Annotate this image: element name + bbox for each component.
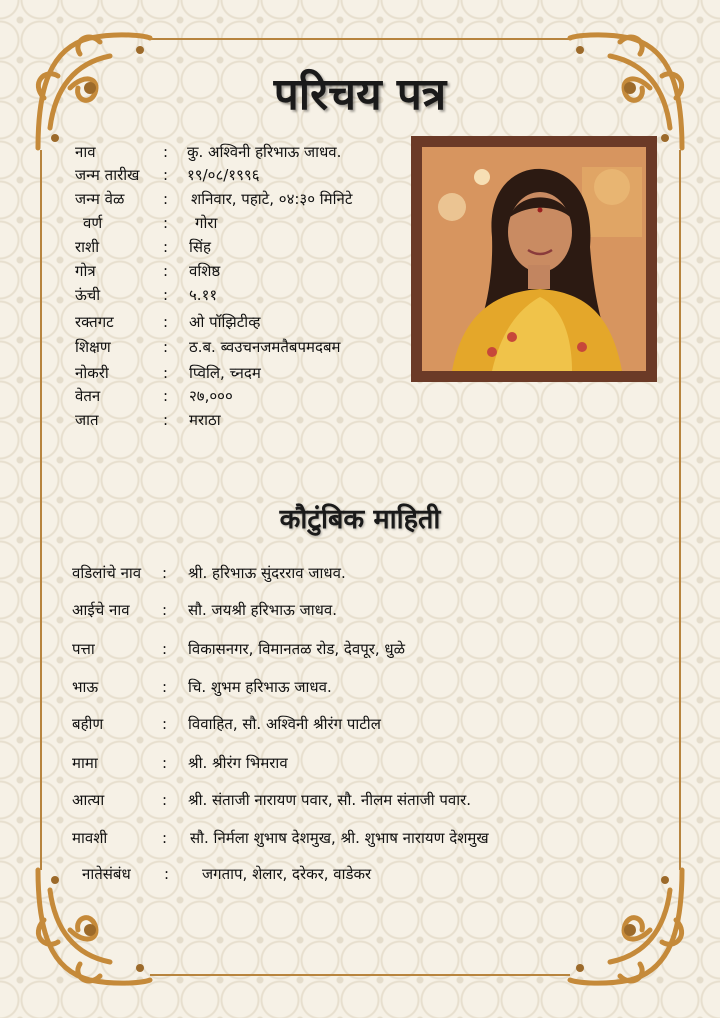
detail-value: ओ पॉझिटीव्ह <box>189 313 261 331</box>
corner-ornament-bottom-right <box>565 865 690 990</box>
detail-separator: : <box>163 262 169 280</box>
family-value: श्री. संताजी नारायण पवार, सौ. नीलम संताजी पवार. <box>188 791 472 809</box>
detail-label: ऊंची <box>75 286 101 304</box>
detail-value: प्विलि, च्नदम <box>189 364 261 382</box>
detail-separator: : <box>163 238 169 256</box>
detail-value: १९/०८/१९९६ <box>187 166 260 184</box>
family-separator: : <box>162 715 168 733</box>
family-value: सौ. जयश्री हरिभाऊ जाधव. <box>188 601 337 619</box>
detail-value: ठ.ब. ब्वउचनजमतैबपमदबम <box>189 338 341 356</box>
detail-separator: : <box>163 286 169 304</box>
family-value: श्री. श्रीरंग भिमराव <box>188 754 288 772</box>
family-label: मामा <box>72 754 98 772</box>
family-separator: : <box>162 678 168 696</box>
detail-value: शनिवार, पहाटे, ०४:३० मिनिटे <box>191 190 353 208</box>
family-separator: : <box>162 791 168 809</box>
detail-value: गोरा <box>195 214 218 232</box>
family-label: नातेसंबंध <box>82 865 131 883</box>
family-label: आईचे नाव <box>72 601 130 619</box>
frame-bottom-line <box>150 974 570 976</box>
detail-separator: : <box>163 387 169 405</box>
corner-ornament-bottom-left <box>30 865 155 990</box>
detail-label: जन्म वेळ <box>75 190 125 208</box>
family-separator: : <box>162 564 168 582</box>
detail-separator: : <box>163 190 169 208</box>
portrait-illustration <box>422 147 646 371</box>
profile-photo <box>422 147 646 371</box>
family-separator: : <box>164 865 170 883</box>
family-section-title: कौटुंबिक माहिती <box>279 504 441 535</box>
detail-separator: : <box>163 214 169 232</box>
detail-separator: : <box>163 143 169 161</box>
detail-value: २७,००० <box>189 387 233 405</box>
detail-separator: : <box>163 338 169 356</box>
family-label: आत्या <box>72 791 105 809</box>
detail-label: जात <box>75 411 99 429</box>
family-value: श्री. हरिभाऊ सुंदरराव जाधव. <box>188 564 346 582</box>
detail-label: रक्तगट <box>75 313 114 331</box>
family-separator: : <box>162 754 168 772</box>
family-value: सौ. निर्मला शुभाष देशमुख, श्री. शुभाष नारायण देशमुख <box>190 829 489 847</box>
detail-value: ५.११ <box>189 286 218 304</box>
page-title: परिचय पत्र <box>273 69 447 120</box>
family-value: विकासनगर, विमानतळ रोड, देवपूर, धुळे <box>188 640 406 658</box>
family-label: वडिलांचे नाव <box>72 564 142 582</box>
detail-separator: : <box>163 313 169 331</box>
detail-label: राशी <box>75 238 100 256</box>
family-label: मावशी <box>72 829 108 847</box>
family-label: बहीण <box>72 715 104 733</box>
detail-value: मराठा <box>189 411 221 429</box>
family-value: विवाहित, सौ. अश्विनी श्रीरंग पाटील <box>188 715 381 733</box>
detail-separator: : <box>163 364 169 382</box>
detail-separator: : <box>163 166 169 184</box>
family-label: भाऊ <box>72 678 99 696</box>
detail-label: गोत्र <box>75 262 96 280</box>
family-value: जगताप, शेलार, दरेकर, वाडेकर <box>202 865 372 883</box>
family-separator: : <box>162 829 168 847</box>
detail-label: वर्ण <box>83 214 103 232</box>
detail-value: वशिष्ठ <box>189 262 221 280</box>
detail-label: शिक्षण <box>75 338 111 356</box>
family-separator: : <box>162 640 168 658</box>
profile-photo-frame <box>411 136 657 382</box>
detail-label: नोकरी <box>75 364 109 382</box>
detail-label: वेतन <box>75 387 101 405</box>
family-separator: : <box>162 601 168 619</box>
family-label: पत्ता <box>72 640 95 658</box>
detail-label: नाव <box>75 143 96 161</box>
detail-value: सिंह <box>189 238 211 256</box>
frame-top-line <box>150 38 570 40</box>
family-value: चि. शुभम हरिभाऊ जाधव. <box>188 678 332 696</box>
detail-separator: : <box>163 411 169 429</box>
detail-value: कु. अश्विनी हरिभाऊ जाधव. <box>187 143 342 161</box>
detail-label: जन्म तारीख <box>75 166 140 184</box>
